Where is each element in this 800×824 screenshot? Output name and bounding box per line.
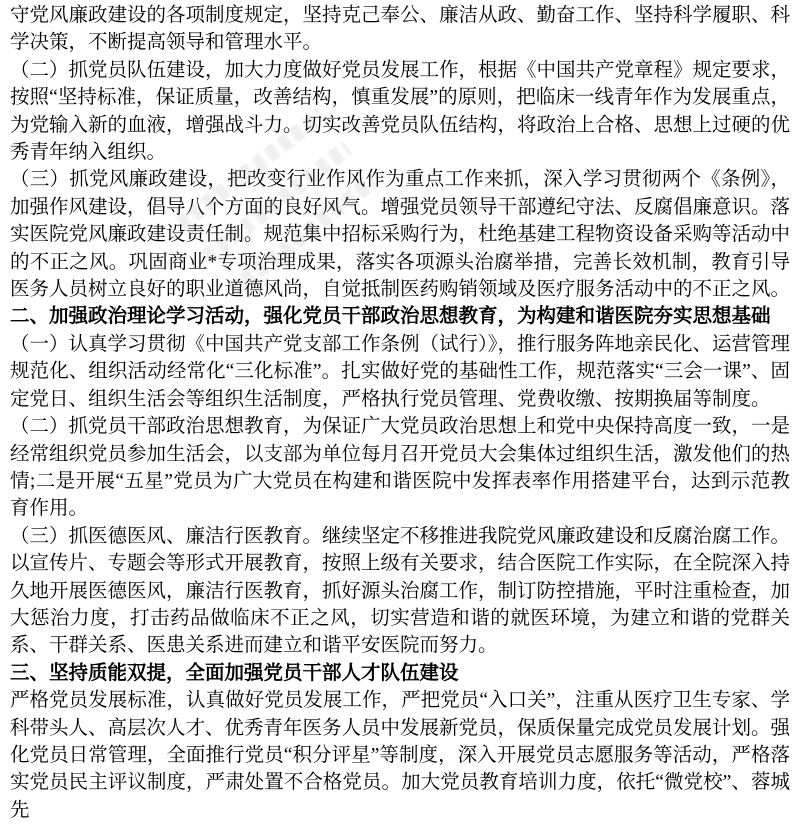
paragraph: （二）抓党员队伍建设，加大力度做好党员发展工作，根据《中国共产党章程》规定要求，按照“坚持标准，保证质量，改善结构，慎重发展”的原则，把临床一线青年作为发展重点，为党输入新的血液，增强战斗力。切实改善党员队伍结构，将政治上合格、思想上过硬的优秀青年纳入组织。 <box>10 59 791 164</box>
section-heading-3: 三、坚持质能双提，全面加强党员干部人才队伍建设 <box>10 662 459 684</box>
paragraph: （三）抓医德医风、廉洁行医教育。继续坚定不移推进我院党风廉政建设和反腐治腐工作。以宣传片、专题会等形式开展教育，按照上级有关要求，结合医院工作实际，在全院深入持久地开展医德医风，廉洁行医教育，抓好源头治腐工作，制订防控措施，平时注重检查，加大惩治力度，打击药品做临床不正之风，切实营造和谐的就医环境，为建立和谐的党群关系、干群关系、医患关系进而建立和谐平安医院而努力。 <box>10 525 791 657</box>
section-heading-2: 二、加强政治理论学习活动，强化党员干部政治思想教育，为构建和谐医院夯实思想基础 <box>10 306 771 328</box>
paragraph-continued: 守党风廉政建设的各项制度规定，坚持克己奉公、廉洁从政、勤奋工作、坚持科学履职、科学决策，不断提高领导和管理水平。 <box>10 5 791 54</box>
paragraph: （二）抓党员干部政治思想教育，为保证广大党员政治思想上和党中央保持高度一致，一是经常组织党员参加生活会，以支部为单位每月召开党员大会集体过组织生活，激发他们的热情;二是开展“五星”党员为广大党员在构建和谐医院中发挥表率作用搭建平台，达到示范教育作用。 <box>10 416 791 520</box>
paragraph: （一）认真学习贯彻《中国共产党支部工作条例（试行）》，推行服务阵地亲民化、运营管理规范化、组织活动经常化“三化标准”。扎实做好党的基础性工作，规范落实“三会一课”、固定党日、组织生活会等组织生活制度，严格执行党员管理、党费收缴、按期换届等制度。 <box>10 333 791 410</box>
paragraph: （三）抓党风廉政建设，把改变行业作风作为重点工作来抓，深入学习贯彻两个《条例》，加强作风建设，倡导八个方面的良好风气。增强党员领导干部遵纪守法、反腐倡廉意识。落实医院党风廉政建设责任制。规范集中招标采购行为，杜绝基建工程物资设备采购等活动中的不正之风。巩固商业*专项治理成果，落实各项源头治腐举措，完善长效机制，教育引导医务人员树立良好的职业道德风尚，自觉抵制医药购销领域及医疗服务活动中的不正之风。 <box>10 169 791 301</box>
paragraph: 严格党员发展标准，认真做好党员发展工作，严把党员“入口关”，注重从医疗卫生专家、学科带头人、高层次人才、优秀青年医务人员中发展新党员，保质保量完成党员发展计划。强化党员日常管理，全面推行党员“积分评星”等制度，深入开展党员志愿服务等活动，严格落实党员民主评议制度，严肃处置不合格党员。加大党员教育培训力度，依托“微党校”、蓉城先 <box>10 690 791 821</box>
